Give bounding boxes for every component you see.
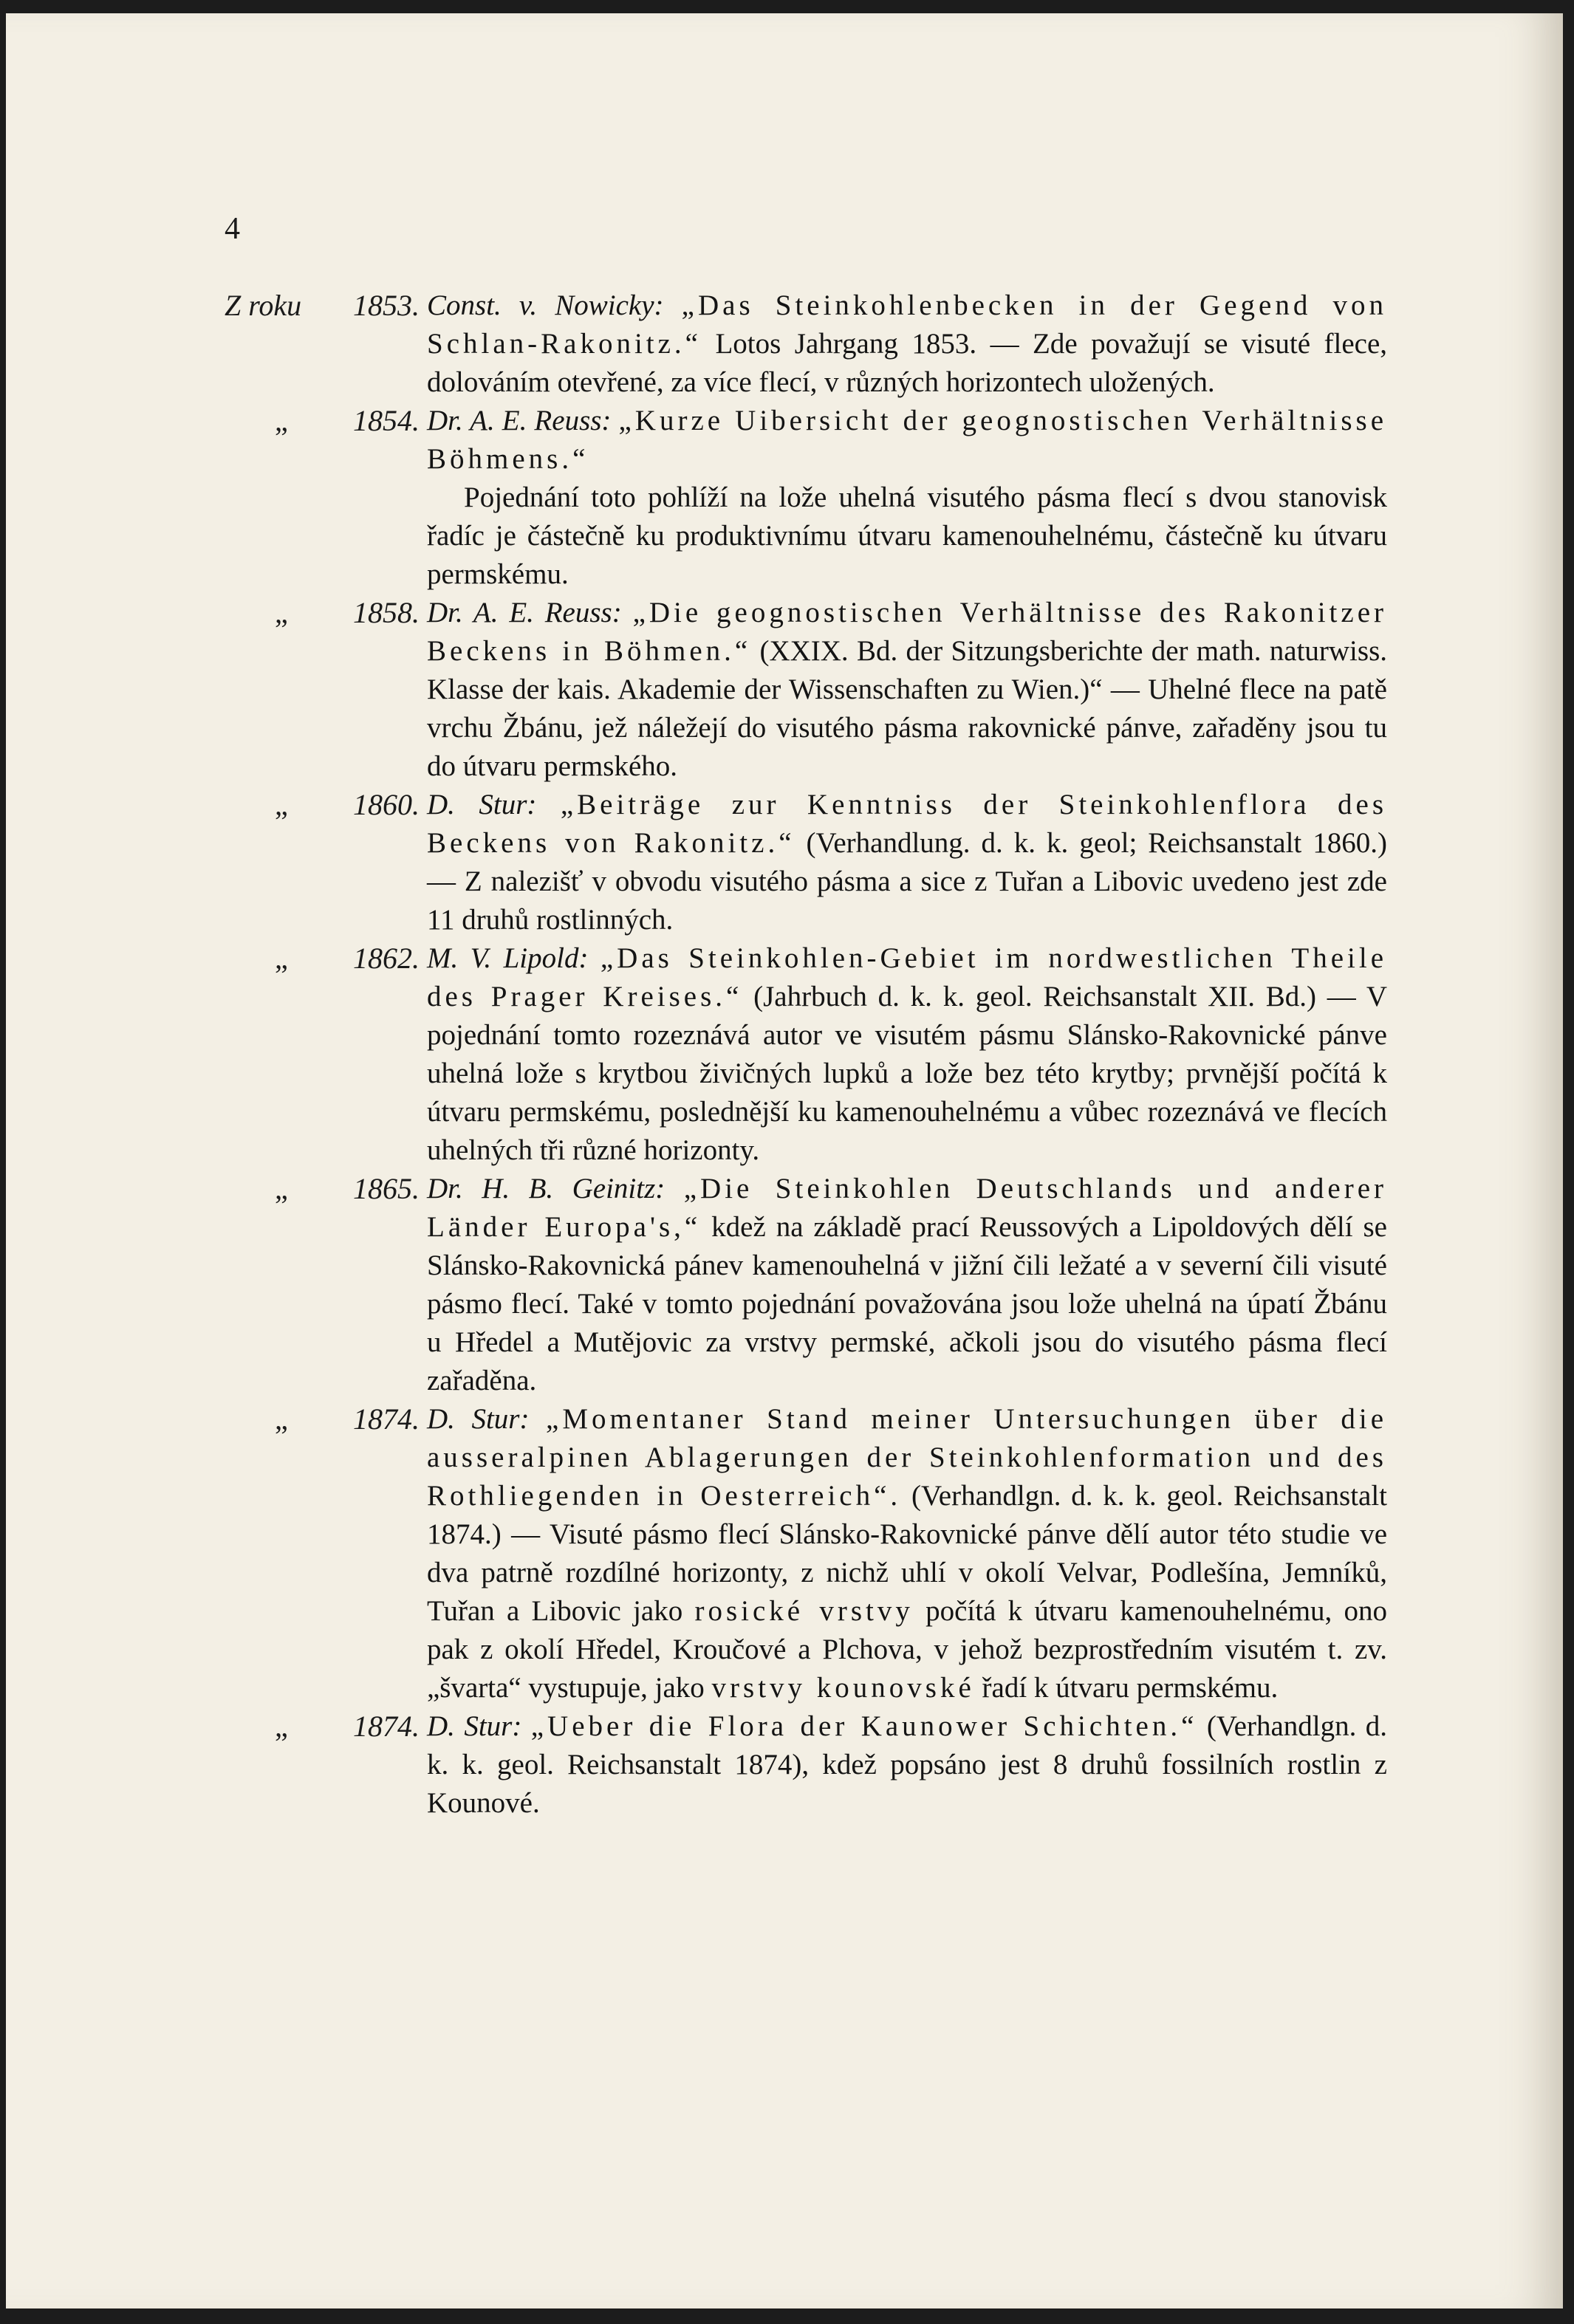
document-page bbox=[6, 13, 1563, 2308]
entry-paragraph: Pojednání toto pohlíží na lože uhelná visutého pásma flecí s dvou stanovisk řadíc je částečně ku produktivnímu útvaru kamenouhelnému, částečně ku útvaru permskému. bbox=[427, 481, 1387, 590]
entry-text: řadí k útvaru permskému. bbox=[982, 1672, 1279, 1704]
entry-title: „Kurze Uibersicht der geognostischen Verhältnisse Böhmens.“ bbox=[427, 405, 1388, 475]
entry-author: D. Stur: bbox=[427, 1403, 530, 1435]
bibliography-entry bbox=[6, 786, 1563, 939]
entry-body bbox=[427, 786, 1387, 939]
bibliography-entry bbox=[6, 939, 1563, 1170]
entry-year: 1854. bbox=[353, 404, 420, 437]
entry-body bbox=[427, 594, 1387, 786]
bibliography-entry bbox=[6, 1400, 1563, 1707]
entry-year: 1874. bbox=[353, 1402, 420, 1436]
entry-text: (Verhandlgn. d. k. k. geol. Reichsanstalt 1874), kdež popsáno jest 8 druhů fossilních rostlin z Kounové. bbox=[427, 1710, 1387, 1819]
entry-prefix: Z roku bbox=[225, 289, 302, 322]
entry-author: D. Stur: bbox=[427, 1710, 522, 1742]
bibliography-entry bbox=[6, 594, 1563, 786]
entry-body bbox=[427, 402, 1387, 594]
ditto-mark: „ bbox=[275, 1710, 288, 1743]
entry-body bbox=[427, 1707, 1387, 1823]
entry-author: Dr. H. B. Geinitz: bbox=[427, 1173, 665, 1204]
bibliography-entry bbox=[6, 402, 1563, 594]
bibliography-entry bbox=[6, 1707, 1563, 1823]
entry-text: (Verhandlung. d. k. k. geol; Reichsanstalt 1860.) — Z nalezišť v obvodu visutého pásma a sice z Tuřan a Libovic uvedeno jest zde 11 druhů rostlinných. bbox=[427, 827, 1387, 936]
entry-title: „Ueber die Flora der Kaunower Schichten.“ bbox=[530, 1710, 1198, 1742]
entry-text: kdež na základě prací Reussových a Lipoldových dělí se Slánsko-Rakovnická pánev kamenouhelná v jižní čili ležaté a v severní čili visuté pásmo flecí. Také v tomto pojednání považována jsou lože uhelná na úpatí Žbánu u Hředel a Mutějovic za vrstvy permské, ačkoli jsou do visutého pásma flecí zařaděna. bbox=[427, 1211, 1387, 1396]
entry-author: Dr. A. E. Reuss: bbox=[427, 405, 612, 436]
entry-body bbox=[427, 287, 1387, 402]
entry-title: „Die geognostischen Verhältnisse des Rakonitzer Beckens in Böhmen.“ bbox=[427, 597, 1388, 667]
ditto-mark: „ bbox=[275, 1402, 288, 1436]
page-number: 4 bbox=[225, 212, 240, 246]
bibliography-entry bbox=[6, 287, 1563, 402]
entry-author: Const. v. Nowicky: bbox=[427, 289, 664, 321]
entry-text: (Jahrbuch d. k. k. geol. Reichsanstalt XII. Bd.) — V pojednání tomto rozeznává autor ve visutém pásmu Slánsko-Rakovnické pánve uhelná lože s krytbou živičných lupků a lože bez této krytby; prvnější počítá k útvaru permskému, poslednější ku kamenouhelnému a vůbec rozeznává ve flecích uhelných tři různé horizonty. bbox=[427, 981, 1388, 1166]
entry-title: „Momentaner Stand meiner Untersuchungen über die ausseralpinen Ablagerungen der Steinkohlenformation und des Rothliegenden in Oesterreich“. bbox=[427, 1403, 1388, 1512]
bibliography-entry bbox=[6, 1170, 1563, 1400]
entry-text: Lotos Jahrgang 1853. — Zde považují se visuté flece, dolováním otevřené, za více flecí, v různých horizontech uložených. bbox=[427, 328, 1387, 398]
entry-title: „Das Steinkohlen-Gebiet im nordwestlichen Theile des Prager Kreises.“ bbox=[427, 942, 1387, 1012]
spaced-term: vrstvy kounovské bbox=[711, 1672, 975, 1704]
ditto-mark: „ bbox=[275, 788, 288, 821]
entry-author: M. V. Lipold: bbox=[427, 942, 589, 974]
entry-title: „Beiträge zur Kenntniss der Steinkohlenflora des Beckens von Rakonitz.“ bbox=[427, 789, 1388, 859]
entry-body bbox=[427, 1400, 1387, 1707]
entry-year: 1853. bbox=[353, 289, 420, 322]
entry-title: „Die Steinkohlen Deutschlands und anderer Länder Europa's,“ bbox=[427, 1173, 1387, 1243]
entry-year: 1862. bbox=[353, 942, 420, 975]
entry-year: 1874. bbox=[353, 1710, 420, 1743]
entry-year: 1865. bbox=[353, 1172, 420, 1205]
entry-body bbox=[427, 939, 1387, 1170]
bibliography-list bbox=[6, 287, 1563, 1823]
ditto-mark: „ bbox=[275, 1172, 288, 1205]
entry-title: „Das Steinkohlenbecken in der Gegend von Schlan-Rakonitz.“ bbox=[427, 289, 1387, 360]
entry-year: 1858. bbox=[353, 596, 420, 629]
entry-text: počítá k útvaru kamenouhelnému, ono pak z okolí Hředel, Kroučové a Plchova, v jehož bezprostředním visutém t. zv. „švarta“ vystupuje, jako bbox=[427, 1595, 1388, 1704]
ditto-mark: „ bbox=[275, 596, 288, 629]
spaced-term: rosické vrstvy bbox=[694, 1595, 914, 1627]
entry-text: (Verhandlgn. d. k. k. geol. Reichsanstalt 1874.) — Visuté pásmo flecí Slánsko-Rakovnické pánve dělí autor této studie ve dva patrně rozdílné horizonty, z nichž uhlí v okolí Velvar, Podlešína, Jemníků, Tuřan a Libovic jako bbox=[427, 1480, 1388, 1627]
entry-author: D. Stur: bbox=[427, 789, 537, 820]
ditto-mark: „ bbox=[275, 404, 288, 437]
entry-author: Dr. A. E. Reuss: bbox=[427, 597, 622, 628]
entry-text: (XXIX. Bd. der Sitzungsberichte der math. naturwiss. Klasse der kais. Akademie der Wissenschaften zu Wien.)“ — Uhelné flece na patě vrchu Žbánu, jež náležejí do visutého pásma rakovnické pánve, zařaděny jsou tu do útvaru permského. bbox=[427, 635, 1388, 782]
entry-year: 1860. bbox=[353, 788, 420, 821]
entry-body bbox=[427, 1170, 1387, 1400]
ditto-mark: „ bbox=[275, 942, 288, 975]
